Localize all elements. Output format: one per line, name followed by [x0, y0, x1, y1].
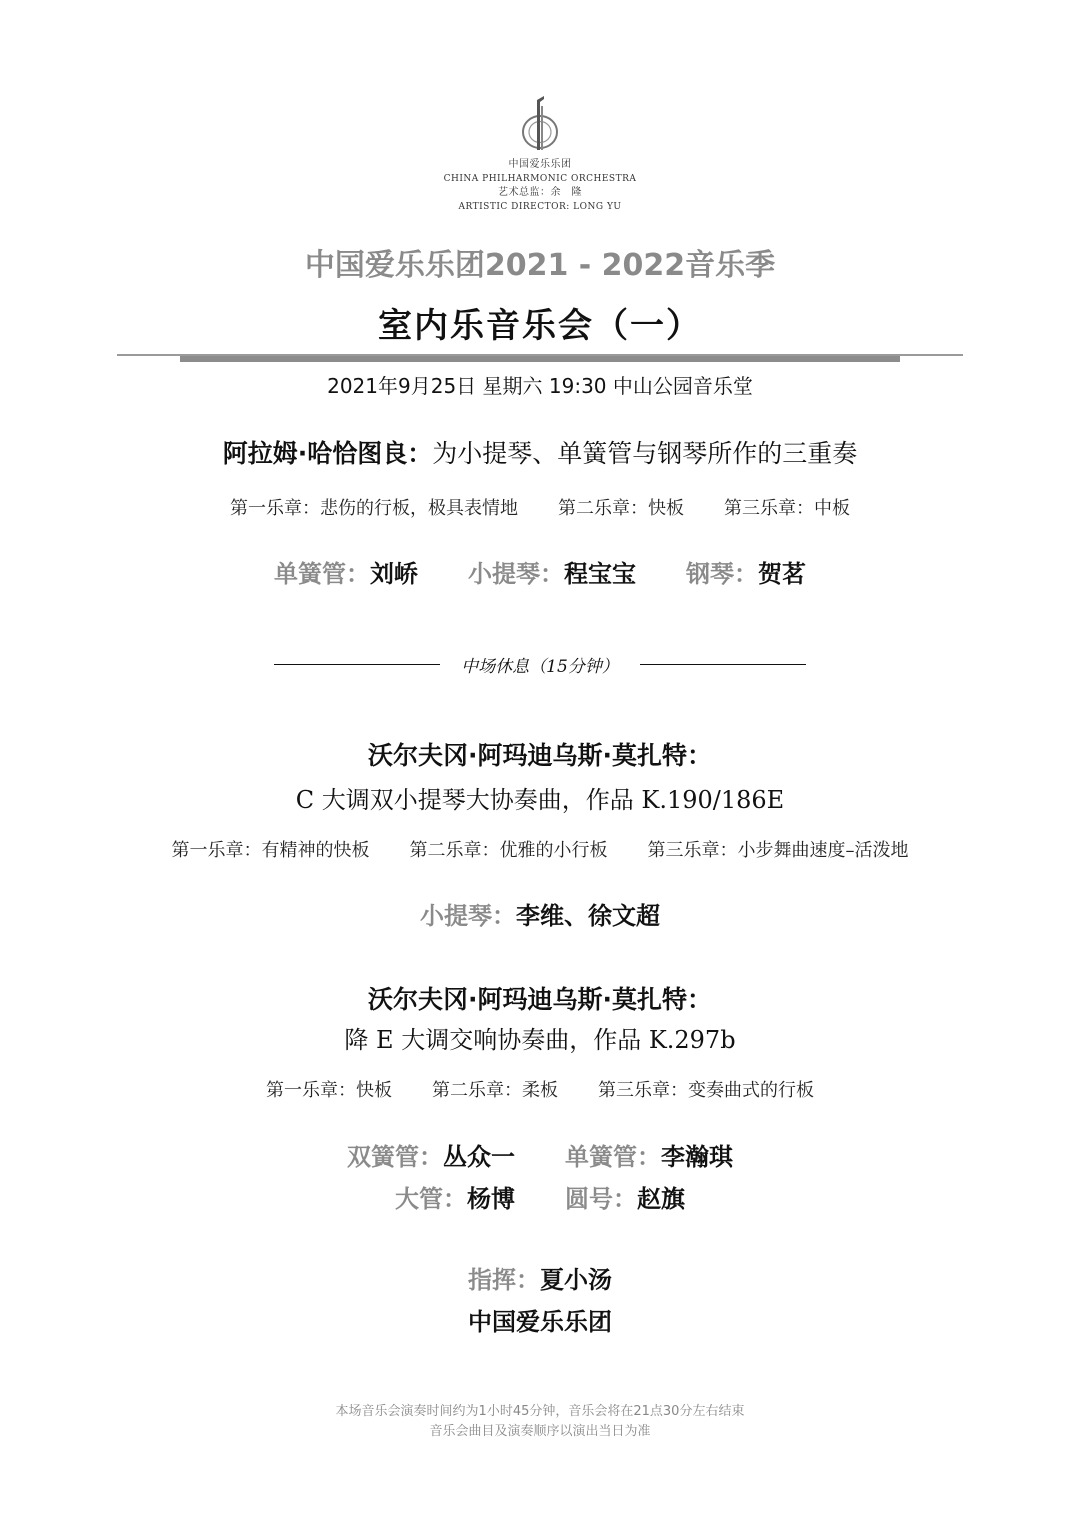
movement-item: 第三乐章：中板	[724, 498, 850, 519]
performer-role: 圆号：	[565, 1185, 637, 1213]
performer-name: 程宝宝	[564, 560, 636, 588]
program1-movements	[0, 494, 1080, 520]
movement-item: 第二乐章：优雅的小行板	[409, 840, 608, 861]
performer-role: 小提琴：	[420, 902, 516, 930]
program3-movements	[0, 1076, 1080, 1102]
program1-performers	[0, 554, 1080, 589]
logo-director-en: ARTISTIC DIRECTOR: LONG YU	[458, 202, 622, 212]
conductor-role: 指挥：	[468, 1266, 540, 1294]
date-venue-line: 2021年9月25日 星期六 19:30 中山公园音乐堂	[327, 374, 753, 398]
program3-work: 降 E 大调交响协奏曲，作品 K.297b	[344, 1026, 736, 1054]
conductor-line	[0, 1260, 1080, 1295]
movement-item: 第二乐章：快板	[558, 498, 684, 519]
program1-composer: 阿拉姆·哈恰图良：	[222, 439, 433, 468]
program3-performers-row2	[0, 1179, 1080, 1214]
performer-pair	[395, 1185, 515, 1213]
program3-performers-row1	[0, 1137, 1080, 1172]
intermission-divider	[0, 652, 1080, 676]
performer-pair	[686, 560, 806, 588]
performer-role: 钢琴：	[686, 560, 758, 588]
orchestra-name	[0, 1302, 1080, 1337]
performer-name: 丛众一	[443, 1143, 515, 1171]
movement-item: 第一乐章：快板	[266, 1080, 392, 1101]
program3-composer: 沃尔夫冈·阿玛迪乌斯·莫扎特：	[368, 985, 712, 1014]
performer-name: 李瀚琪	[661, 1143, 733, 1171]
performer-role: 单簧管：	[274, 560, 370, 588]
performer-pair	[565, 1185, 685, 1213]
logo-en-name: CHINA PHILHARMONIC ORCHESTRA	[443, 174, 637, 184]
performer-pair	[565, 1143, 733, 1171]
performer-role: 单簧管：	[565, 1143, 661, 1171]
movement-item: 第一乐章：悲伤的行板，极具表情地	[230, 498, 518, 519]
performer-pair	[420, 902, 660, 930]
movement-item: 第二乐章：柔板	[432, 1080, 558, 1101]
performer-name: 刘峤	[370, 560, 418, 588]
orchestra-logo	[0, 96, 1080, 214]
performer-pair	[468, 560, 636, 588]
orchestra-name-text: 中国爱乐乐团	[468, 1308, 612, 1336]
conductor-name: 夏小汤	[540, 1266, 612, 1294]
movement-item: 第三乐章：小步舞曲速度–活泼地	[647, 840, 909, 861]
performer-role: 双簧管：	[347, 1143, 443, 1171]
performer-role: 小提琴：	[468, 560, 564, 588]
program1-heading	[0, 434, 1080, 470]
logo-director-cn: 艺术总监：余 隆	[498, 187, 582, 198]
performer-pair	[347, 1143, 515, 1171]
header-rule-thick	[180, 356, 900, 362]
performer-name: 贺茗	[758, 560, 806, 588]
movement-item: 第一乐章：有精神的快板	[171, 840, 370, 861]
concert-title: 室内乐音乐会（一）	[378, 306, 702, 346]
season-title: 中国爱乐乐团2021 - 2022音乐季	[304, 248, 776, 283]
footer-program-note: 音乐会曲目及演奏顺序以演出当日为准	[429, 1424, 651, 1439]
program2-work: C 大调双小提琴大协奏曲，作品 K.190/186E	[295, 786, 785, 814]
program1-work: 为小提琴、单簧管与钢琴所作的三重奏	[432, 439, 858, 468]
performer-role: 大管：	[395, 1185, 467, 1213]
performer-pair	[274, 560, 418, 588]
performer-name: 李维、徐文超	[516, 902, 660, 930]
intermission-text: 中场休息（15分钟）	[461, 657, 619, 677]
movement-item: 第三乐章：变奏曲式的行板	[598, 1080, 814, 1101]
performer-name: 赵旗	[637, 1185, 685, 1213]
footer-duration-note: 本场音乐会演奏时间约为1小时45分钟，音乐会将在21点30分左右结束	[335, 1404, 745, 1419]
program2-performers	[0, 896, 1080, 931]
program2-movements	[0, 836, 1080, 862]
performer-name: 杨博	[467, 1185, 515, 1213]
orchestra-emblem-icon	[510, 96, 570, 158]
logo-cn-name: 中国爱乐乐团	[508, 159, 572, 170]
program2-composer: 沃尔夫冈·阿玛迪乌斯·莫扎特：	[368, 741, 712, 770]
